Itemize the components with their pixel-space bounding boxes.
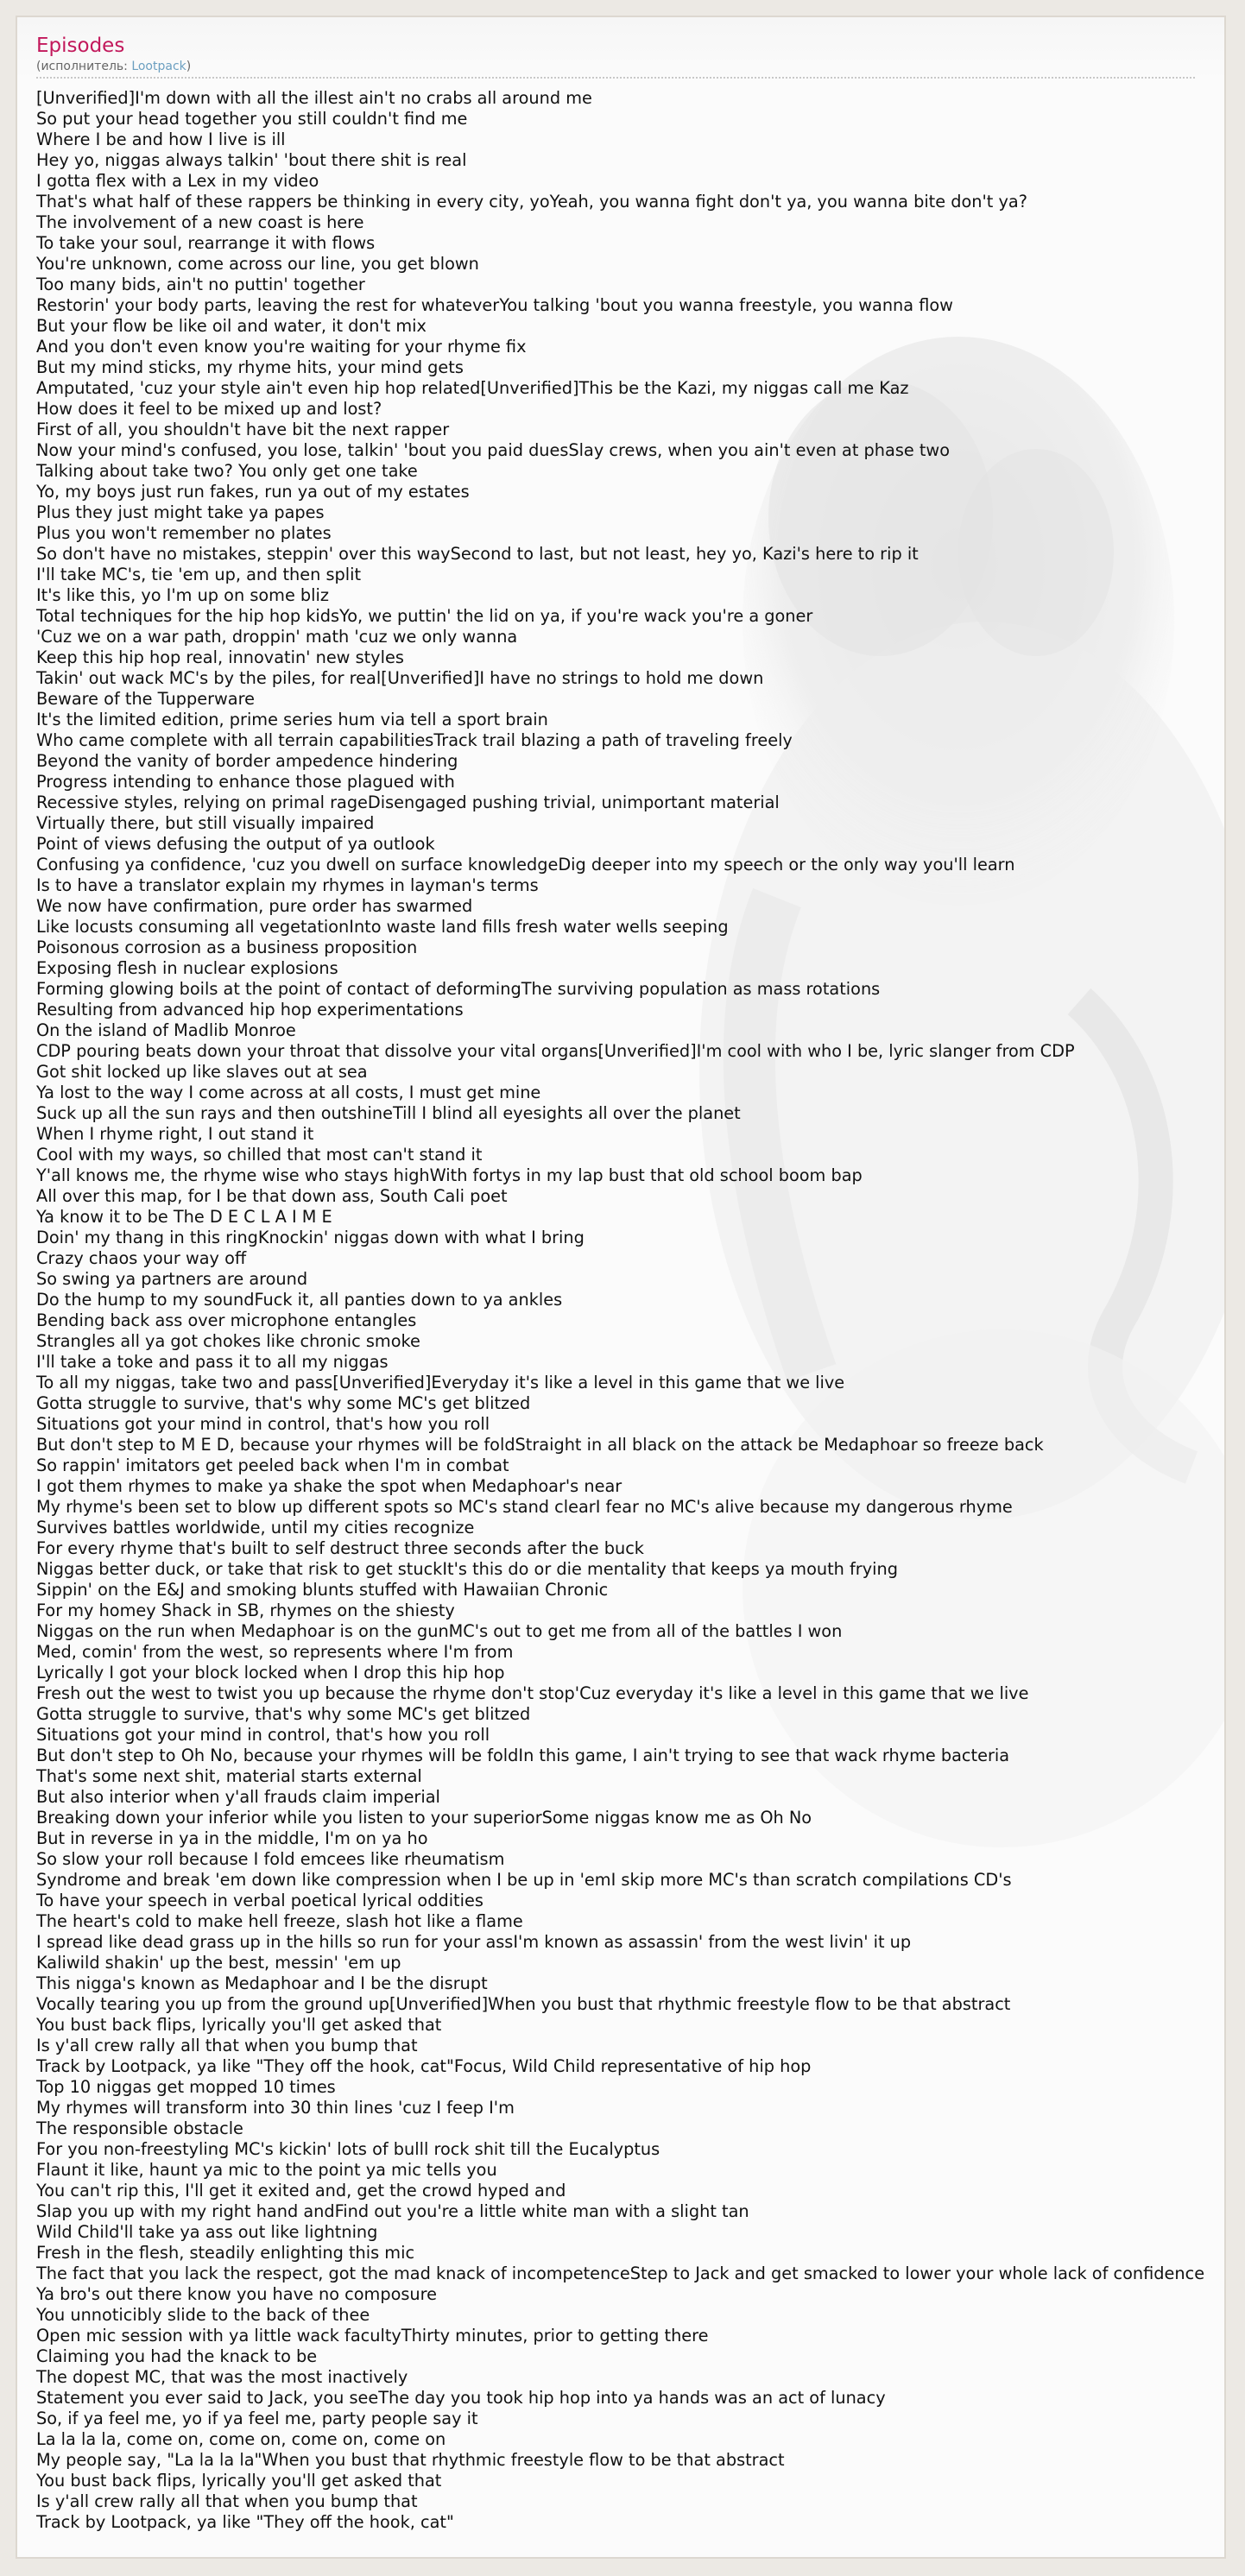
lyric-line: Takin' out wack MC's by the piles, for real[Unverified]I have no strings to hold me down bbox=[36, 668, 764, 688]
lyric-line: And you don't even know you're waiting for your rhyme fix bbox=[36, 337, 527, 357]
lyric-line: So put your head together you still couldn't find me bbox=[36, 109, 468, 129]
lyric-line: Top 10 niggas get mopped 10 times bbox=[36, 2077, 336, 2097]
lyric-line: Is y'all crew rally all that when you bump that bbox=[36, 2036, 418, 2055]
lyric-line: This nigga's known as Medaphoar and I be the disrupt bbox=[36, 1973, 488, 1993]
lyric-line: Keep this hip hop real, innovatin' new styles bbox=[36, 647, 404, 667]
lyric-line: The responsible obstacle bbox=[36, 2118, 243, 2138]
lyric-line: My rhymes will transform into 30 thin lines 'cuz I feep I'm bbox=[36, 2098, 515, 2118]
lyric-line: Suck up all the sun rays and then outshineTill I blind all eyesights all over the planet bbox=[36, 1103, 741, 1123]
page-header bbox=[17, 17, 1224, 79]
lyric-line: Restorin' your body parts, leaving the rest for whateverYou talking 'bout you wanna freestyle, you wanna flow bbox=[36, 295, 953, 315]
lyric-line: For every rhyme that's built to self destruct three seconds after the buck bbox=[36, 1538, 644, 1558]
lyric-line: So slow your roll because I fold emcees like rheumatism bbox=[36, 1849, 505, 1869]
lyric-line: But also interior when y'all frauds claim imperial bbox=[36, 1787, 440, 1807]
lyric-line: Is y'all crew rally all that when you bump that bbox=[36, 2491, 418, 2511]
lyric-line: For my homey Shack in SB, rhymes on the shiesty bbox=[36, 1601, 455, 1620]
lyric-line: Too many bids, ain't no puttin' together bbox=[36, 275, 365, 294]
lyrics-body bbox=[17, 79, 1224, 2533]
lyric-line: On the island of Madlib Monroe bbox=[36, 1020, 296, 1040]
performer-line bbox=[36, 59, 1195, 79]
lyric-line: Ya bro's out there know you have no composure bbox=[36, 2284, 437, 2304]
lyric-line: But in reverse in ya in the middle, I'm on ya ho bbox=[36, 1828, 428, 1848]
lyric-line: So don't have no mistakes, steppin' over this waySecond to last, but not least, hey yo, Kazi's here to rip it bbox=[36, 544, 919, 564]
lyric-line: Kaliwild shakin' up the best, messin' 'em up bbox=[36, 1953, 401, 1973]
lyric-line: To all my niggas, take two and pass[Unverified]Everyday it's like a level in this game that we live bbox=[36, 1373, 845, 1392]
performer-prefix: (исполнитель: bbox=[36, 60, 132, 73]
lyric-line: Plus they just might take ya papes bbox=[36, 502, 325, 522]
lyric-line: Virtually there, but still visually impaired bbox=[36, 813, 375, 833]
lyric-line: That's some next shit, material starts external bbox=[36, 1766, 422, 1786]
lyric-line: Poisonous corrosion as a business proposition bbox=[36, 938, 418, 957]
lyric-line: [Unverified]I'm down with all the illest ain't no crabs all around me bbox=[36, 88, 592, 108]
lyric-line: So rappin' imitators get peeled back when I'm in combat bbox=[36, 1455, 509, 1475]
lyric-line: Beware of the Tupperware bbox=[36, 689, 255, 709]
lyric-line: Beyond the vanity of border ampedence hindering bbox=[36, 751, 458, 771]
lyric-line: Syndrome and break 'em down like compression when I be up in 'emI skip more MC's than scratch compilations CD's bbox=[36, 1870, 1012, 1890]
lyric-line: First of all, you shouldn't have bit the next rapper bbox=[36, 420, 450, 439]
lyric-line: Fresh out the west to twist you up because the rhyme don't stop'Cuz everyday it's like a level in this game that we live bbox=[36, 1683, 1029, 1703]
lyric-line: Recessive styles, relying on primal rageDisengaged pushing trivial, unimportant material bbox=[36, 792, 780, 812]
lyric-line: You can't rip this, I'll get it exited and, get the crowd hyped and bbox=[36, 2181, 566, 2200]
lyric-line: For you non-freestyling MC's kickin' lots of bulll rock shit till the Eucalyptus bbox=[36, 2139, 660, 2159]
lyric-line: But don't step to Oh No, because your rhymes will be foldIn this game, I ain't trying to see that wack rhyme bacteria bbox=[36, 1746, 1010, 1765]
lyric-line: It's the limited edition, prime series hum via tell a sport brain bbox=[36, 710, 548, 729]
lyric-line: I'll take MC's, tie 'em up, and then split bbox=[36, 565, 362, 584]
lyric-line: Who came complete with all terrain capabilitiesTrack trail blazing a path of traveling freely bbox=[36, 730, 793, 750]
lyric-line: All over this map, for I be that down ass, South Cali poet bbox=[36, 1186, 508, 1206]
lyric-line: I got them rhymes to make ya shake the spot when Medaphoar's near bbox=[36, 1476, 622, 1496]
lyric-line: Fresh in the flesh, steadily enlighting this mic bbox=[36, 2243, 415, 2263]
lyric-line: Niggas on the run when Medaphoar is on the gunMC's out to get me from all of the battles I won bbox=[36, 1621, 843, 1641]
lyric-line: Track by Lootpack, ya like "They off the hook, cat" bbox=[36, 2512, 454, 2532]
lyric-line: Is to have a translator explain my rhymes in layman's terms bbox=[36, 875, 539, 895]
lyric-line: Lyrically I got your block locked when I drop this hip hop bbox=[36, 1663, 505, 1683]
lyric-line: Point of views defusing the output of ya outlook bbox=[36, 834, 435, 854]
lyric-line: Med, comin' from the west, so represents where I'm from bbox=[36, 1642, 514, 1662]
lyric-line: Got shit locked up like slaves out at sea bbox=[36, 1062, 368, 1082]
lyric-line: Statement you ever said to Jack, you seeThe day you took hip hop into ya hands was an act of lunacy bbox=[36, 2388, 886, 2408]
lyric-line: Wild Child'll take ya ass out like lightning bbox=[36, 2222, 378, 2242]
lyric-line: You're unknown, come across our line, you get blown bbox=[36, 254, 479, 274]
lyric-line: The dopest MC, that was the most inactively bbox=[36, 2367, 408, 2387]
lyric-line: I gotta flex with a Lex in my video bbox=[36, 171, 319, 191]
lyric-line: Now your mind's confused, you lose, talkin' 'bout you paid duesSlay crews, when you ain't even at phase two bbox=[36, 440, 950, 460]
lyric-line: You unnoticibly slide to the back of thee bbox=[36, 2305, 370, 2325]
lyric-line: Total techniques for the hip hop kidsYo, we puttin' the lid on ya, if you're wack you're a goner bbox=[36, 606, 813, 626]
lyric-line: Situations got your mind in control, that's how you roll bbox=[36, 1725, 490, 1745]
lyric-line: The heart's cold to make hell freeze, slash hot like a flame bbox=[36, 1911, 523, 1931]
lyric-line: To take your soul, rearrange it with flows bbox=[36, 233, 376, 253]
lyric-line: Ya lost to the way I come across at all costs, I must get mine bbox=[36, 1083, 541, 1102]
lyric-line: Niggas better duck, or take that risk to get stuckIt's this do or die mentality that keeps ya mouth frying bbox=[36, 1559, 898, 1579]
lyric-line: When I rhyme right, I out stand it bbox=[36, 1124, 314, 1144]
lyric-line: But don't step to M E D, because your rhymes will be foldStraight in all black on the attack be Medaphoar so freeze back bbox=[36, 1435, 1044, 1455]
lyric-line: Open mic session with ya little wack facultyThirty minutes, prior to getting there bbox=[36, 2326, 709, 2346]
lyric-line: How does it feel to be mixed up and lost? bbox=[36, 399, 382, 419]
lyric-line: Yo, my boys just run fakes, run ya out of my estates bbox=[36, 482, 470, 502]
lyric-line: Cool with my ways, so chilled that most can't stand it bbox=[36, 1145, 483, 1165]
lyric-line: Hey yo, niggas always talkin' 'bout there shit is real bbox=[36, 150, 467, 170]
lyric-line: Sippin' on the E&J and smoking blunts stuffed with Hawaiian Chronic bbox=[36, 1580, 609, 1600]
lyric-line: Resulting from advanced hip hop experimentations bbox=[36, 1000, 464, 1020]
lyric-line: To have your speech in verbal poetical lyrical oddities bbox=[36, 1891, 483, 1910]
lyric-line: CDP pouring beats down your throat that dissolve your vital organs[Unverified]I'm cool with who I be, lyric slanger from CDP bbox=[36, 1041, 1075, 1061]
lyric-line: But my mind sticks, my rhyme hits, your mind gets bbox=[36, 357, 464, 377]
lyric-line: Talking about take two? You only get one take bbox=[36, 461, 418, 481]
lyric-line: La la la la, come on, come on, come on, come on bbox=[36, 2429, 446, 2449]
lyric-line: Slap you up with my right hand andFind out you're a little white man with a slight tan bbox=[36, 2201, 749, 2221]
lyric-line: So, if ya feel me, yo if ya feel me, party people say it bbox=[36, 2409, 478, 2428]
lyric-line: The involvement of a new coast is here bbox=[36, 212, 364, 232]
song-title: Episodes bbox=[36, 35, 125, 57]
lyric-line: 'Cuz we on a war path, droppin' math 'cuz we only wanna bbox=[36, 627, 518, 647]
lyric-line: It's like this, yo I'm up on some bliz bbox=[36, 585, 330, 605]
lyric-line: That's what half of these rappers be thinking in every city, yoYeah, you wanna fight don't ya, you wanna bite don't ya? bbox=[36, 192, 1027, 212]
lyric-line: Like locusts consuming all vegetationInto waste land fills fresh water wells seeping bbox=[36, 917, 729, 937]
lyric-line: Where I be and how I live is ill bbox=[36, 129, 286, 149]
lyric-line: You bust back flips, lyrically you'll get asked that bbox=[36, 2471, 442, 2491]
lyric-line: Strangles all ya got chokes like chronic smoke bbox=[36, 1331, 420, 1351]
lyric-line: Amputated, 'cuz your style ain't even hip hop related[Unverified]This be the Kazi, my niggas call me Kaz bbox=[36, 378, 909, 398]
lyric-line: Confusing ya confidence, 'cuz you dwell on surface knowledgeDig deeper into my speech or the only way you'll learn bbox=[36, 855, 1015, 874]
lyric-line: Gotta struggle to survive, that's why some MC's get blitzed bbox=[36, 1393, 531, 1413]
lyric-line: Survives battles worldwide, until my cities recognize bbox=[36, 1518, 475, 1537]
lyric-line: Claiming you had the knack to be bbox=[36, 2346, 318, 2366]
lyric-line: Breaking down your inferior while you listen to your superiorSome niggas know me as Oh No bbox=[36, 1808, 812, 1828]
lyric-line: I'll take a toke and pass it to all my niggas bbox=[36, 1352, 389, 1372]
lyric-line: My rhyme's been set to blow up different spots so MC's stand clearI fear no MC's alive because my dangerous rhyme bbox=[36, 1497, 1013, 1517]
lyric-line: So swing ya partners are around bbox=[36, 1269, 308, 1289]
lyric-line: Bending back ass over microphone entangles bbox=[36, 1310, 417, 1330]
lyric-line: Track by Lootpack, ya like "They off the hook, cat"Focus, Wild Child representative of hip hop bbox=[36, 2056, 812, 2076]
lyric-line: Forming glowing boils at the point of contact of deformingThe surviving population as mass rotations bbox=[36, 979, 881, 999]
lyric-line: Progress intending to enhance those plagued with bbox=[36, 772, 455, 792]
lyric-line: Situations got your mind in control, that's how you roll bbox=[36, 1414, 490, 1434]
lyric-line: Do the hump to my soundFuck it, all panties down to ya ankles bbox=[36, 1290, 563, 1310]
lyric-line: The fact that you lack the respect, got the mad knack of incompetenceStep to Jack and get smacked to lower your whole lack of confidence bbox=[36, 2263, 1205, 2283]
lyrics-page bbox=[16, 16, 1226, 2559]
lyric-line: Exposing flesh in nuclear explosions bbox=[36, 958, 338, 978]
lyric-line: But your flow be like oil and water, it don't mix bbox=[36, 316, 427, 336]
lyric-line: Plus you won't remember no plates bbox=[36, 523, 332, 543]
lyric-line: Y'all knows me, the rhyme wise who stays highWith fortys in my lap bust that old school boom bap bbox=[36, 1165, 863, 1185]
performer-link[interactable]: Lootpack bbox=[131, 60, 186, 73]
lyric-line: Crazy chaos your way off bbox=[36, 1248, 247, 1268]
lyric-line: Gotta struggle to survive, that's why some MC's get blitzed bbox=[36, 1704, 531, 1724]
lyric-line: Flaunt it like, haunt ya mic to the point ya mic tells you bbox=[36, 2160, 497, 2180]
lyric-line: Vocally tearing you up from the ground up[Unverified]When you bust that rhythmic freestyle flow to be that abstract bbox=[36, 1994, 1011, 2014]
lyric-line: We now have confirmation, pure order has swarmed bbox=[36, 896, 473, 916]
lyric-line: I spread like dead grass up in the hills so run for your assI'm known as assassin' from the west livin' it up bbox=[36, 1932, 912, 1952]
lyric-line: You bust back flips, lyrically you'll get asked that bbox=[36, 2015, 442, 2035]
lyric-line: My people say, "La la la la"When you bust that rhythmic freestyle flow to be that abstract bbox=[36, 2450, 785, 2470]
lyric-line: Doin' my thang in this ringKnockin' niggas down with what I bring bbox=[36, 1228, 585, 1247]
performer-suffix: ) bbox=[186, 60, 192, 73]
lyric-line: Ya know it to be The D E C L A I M E bbox=[36, 1207, 332, 1227]
